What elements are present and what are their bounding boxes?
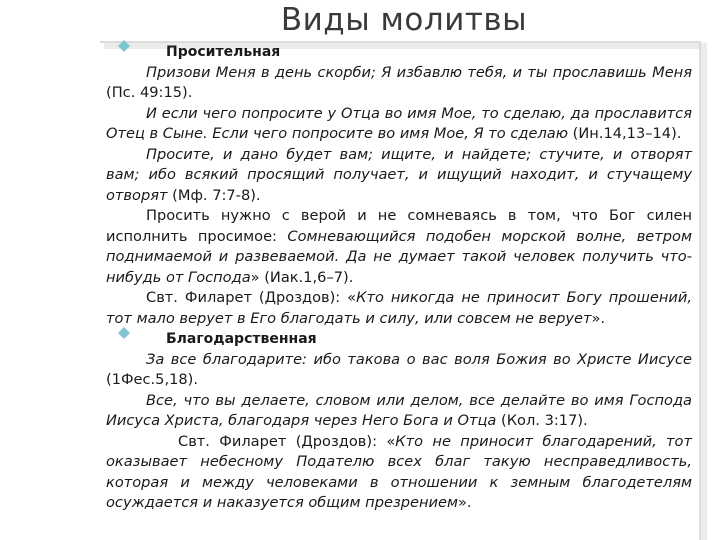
bullet-diamond-icon bbox=[118, 46, 130, 52]
slide-title: Виды молитвы bbox=[280, 2, 528, 38]
plain-text: Свт. Филарет (Дроздов): « bbox=[178, 432, 396, 450]
section-heading bbox=[106, 42, 692, 63]
bullet-diamond-icon bbox=[118, 333, 130, 339]
quote-text: Кто не приносит благодарений, тот оказывает небесному Подателю всех благ такую несправедливость, которая и между человеками в отношении к земным благодетелям осуждается и наказуется общим презрением bbox=[106, 432, 692, 511]
quote-text: За все благодарите: ибо такова о вас воля Божия во Христе Иисусе bbox=[146, 350, 692, 368]
plain-text: (Пс. 49:15). bbox=[106, 84, 193, 101]
plain-text: » (Иак.1,6–7). bbox=[250, 268, 354, 286]
paragraph bbox=[106, 350, 692, 391]
section-heading-text: Благодарственная bbox=[166, 331, 317, 347]
slide-content bbox=[106, 42, 692, 514]
plain-text: (1Фес.5,18). bbox=[106, 371, 199, 388]
paragraph bbox=[106, 288, 692, 329]
paragraph bbox=[106, 391, 692, 432]
quote-text: Все, что вы делаете, словом или делом, все делайте во имя Господа Иисуса Христа, благодаря через Него Бога и Отца bbox=[106, 391, 692, 429]
quote-text: Просите, и дано будет вам; ищите, и найдете; стучите, и отворят вам; ибо всякий просящий получает, и ищущий находит, и стучащему отворят bbox=[106, 145, 692, 204]
section-heading-text: Просительная bbox=[166, 44, 281, 60]
plain-text: (Мф. 7:7-8). bbox=[167, 186, 261, 204]
plain-text: Свт. Филарет (Дроздов): « bbox=[146, 289, 357, 306]
section-heading bbox=[106, 329, 692, 350]
plain-text: (Кол. 3:17). bbox=[496, 412, 588, 429]
quote-text: Кто никогда не приносит Богу прошений, тот мало верует в Его благодать и силу, или совсем не верует bbox=[106, 289, 692, 327]
plain-text: ». bbox=[591, 309, 606, 327]
plain-text: (Ин.14,13–14). bbox=[568, 125, 682, 142]
paragraph bbox=[106, 206, 692, 288]
paragraph bbox=[106, 63, 692, 104]
plain-text: Просить нужно с верой и не сомневаясь в том, что Бог силен исполнить просимое: bbox=[106, 207, 692, 245]
plain-text: ». bbox=[457, 494, 472, 511]
paragraph bbox=[106, 432, 692, 514]
paragraph bbox=[106, 145, 692, 207]
quote-text: И если чего попросите у Отца во имя Мое, то сделаю, да прославится Отец в Сыне. Если чего попросите во имя Мое, Я то сделаю bbox=[106, 104, 692, 142]
quote-text: Сомневающийся подобен морской волне, ветром поднимаемой и развеваемой. Да не думает такой человек получить что-нибудь от Господа bbox=[106, 227, 692, 286]
quote-text: Призови Меня в день скорби; Я избавлю тебя, и ты прославишь Меня bbox=[146, 63, 692, 81]
paragraph bbox=[106, 104, 692, 145]
